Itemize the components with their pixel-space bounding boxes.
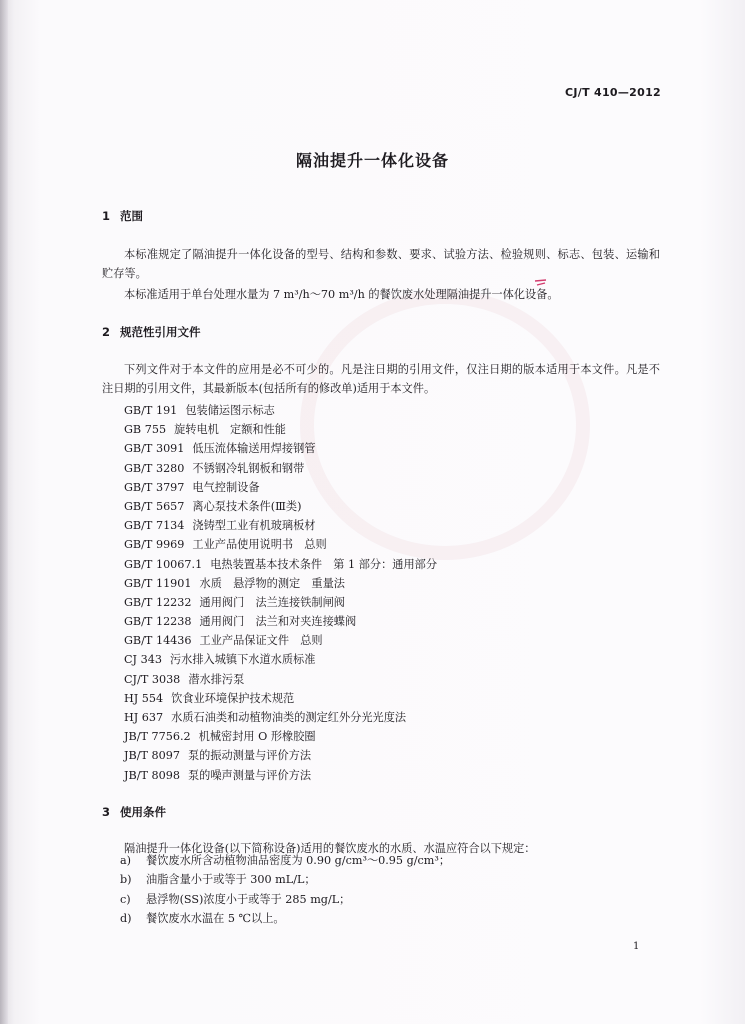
condition-mark: d) <box>120 912 132 926</box>
section-1-number: 1 <box>102 209 111 223</box>
list-item <box>124 650 437 669</box>
condition-text: 餐饮废水所含动植物油品密度为 0.90 g/cm³～0.95 g/cm³； <box>146 854 451 867</box>
list-item <box>124 555 437 574</box>
reference-code: CJ 343 <box>124 653 162 667</box>
section-1-heading <box>102 208 143 224</box>
reference-code: GB/T 11901 <box>124 576 192 590</box>
reference-code: GB/T 12232 <box>124 595 192 609</box>
list-item <box>124 420 437 439</box>
section-3-heading <box>102 804 166 820</box>
list-item <box>124 766 437 785</box>
reference-code: HJ 554 <box>124 691 164 705</box>
reference-title: 旋转电机 定额和性能 <box>174 423 286 437</box>
reference-title: 饮食业环境保护技术规范 <box>171 691 295 705</box>
reference-code: GB/T 10067.1 <box>124 557 203 571</box>
reference-code: GB 755 <box>124 423 167 437</box>
section-2-heading <box>102 324 201 340</box>
list-item <box>124 746 437 765</box>
condition-mark: b) <box>120 873 132 887</box>
reference-title: 不锈钢冷轧钢板和钢带 <box>192 461 305 475</box>
reference-code: GB/T 3797 <box>124 480 185 494</box>
list-item <box>124 478 437 497</box>
list-item <box>124 612 437 631</box>
condition-text: 餐饮废水水温在 5 ℃以上。 <box>146 912 285 926</box>
list-item <box>124 497 437 516</box>
reference-title: 污水排入城镇下水道水质标准 <box>169 653 316 667</box>
condition-text: 悬浮物(SS)浓度小于或等于 285 mg/L； <box>146 892 351 906</box>
list-item <box>124 535 437 554</box>
standard-code: CJ/T 410—2012 <box>565 86 661 99</box>
reference-code: GB/T 12238 <box>124 615 192 629</box>
list-item <box>124 401 437 420</box>
reference-title: 电气控制设备 <box>192 480 260 494</box>
section-1-paragraph-1: 本标准规定了隔油提升一体化设备的型号、结构和参数、要求、试验方法、检验规则、标志、包装、运输和贮存等。 <box>102 248 660 280</box>
list-item <box>124 459 437 478</box>
reference-code: HJ 637 <box>124 711 164 724</box>
reference-title: 通用阀门 法兰连接铁制闸阀 <box>199 595 345 609</box>
list-item <box>124 727 437 746</box>
reference-code: GB/T 7134 <box>124 519 185 533</box>
reference-title: 机械密封用 O 形橡胶圈 <box>198 730 316 744</box>
reference-title: 工业产品使用说明书 总则 <box>192 538 327 552</box>
reference-code: GB/T 191 <box>124 404 178 417</box>
list-item <box>120 890 450 909</box>
reference-code: JB/T 7756.2 <box>124 730 191 744</box>
list-item <box>120 909 450 928</box>
reference-title: 水质 悬浮物的测定 重量法 <box>199 576 345 590</box>
list-item <box>120 870 450 889</box>
section-3-title: 使用条件 <box>120 805 166 819</box>
section-1-paragraph-2: 本标准适用于单台处理水量为 7 m³/h～70 m³/h 的餐饮废水处理隔油提升一体化设备。 <box>124 288 559 301</box>
reference-code: CJ/T 3038 <box>124 672 181 686</box>
list-item <box>124 631 437 650</box>
list-item <box>124 670 437 689</box>
reference-code: JB/T 8098 <box>124 768 180 782</box>
section-2-intro: 下列文件对于本文件的应用是必不可少的。凡是注日期的引用文件，仅注日期的版本适用于本文件。凡是不注日期的引用文件，其最新版本(包括所有的修改单)适用于本文件。 <box>102 363 660 395</box>
section-3-intro: 隔油提升一体化设备(以下简称设备)适用的餐饮废水的水质、水温应符合以下规定： <box>124 842 536 855</box>
condition-mark: a) <box>120 854 132 867</box>
reference-code: GB/T 9969 <box>124 538 185 552</box>
reference-title: 离心泵技术条件(Ⅲ类) <box>192 499 302 513</box>
condition-mark: c) <box>120 892 131 906</box>
section-3-number: 3 <box>102 805 111 819</box>
reference-title: 泵的振动测量与评价方法 <box>187 749 312 763</box>
condition-text: 油脂含量小于或等于 300 mL/L； <box>146 873 316 887</box>
reference-code: GB/T 3280 <box>124 461 185 475</box>
reference-code: JB/T 8097 <box>124 749 180 763</box>
page-number: 1 <box>633 941 640 952</box>
reference-title: 浇铸型工业有机玻璃板材 <box>192 519 316 533</box>
reference-code: GB/T 3091 <box>124 442 185 456</box>
reference-title: 水质石油类和动植物油类的测定红外分光光度法 <box>171 711 407 724</box>
red-ink-mark <box>534 278 548 288</box>
list-item <box>124 439 437 458</box>
reference-code: GB/T 14436 <box>124 634 192 648</box>
page-title: 隔油提升一体化设备 <box>295 151 449 170</box>
list-item <box>120 851 450 870</box>
reference-title: 通用阀门 法兰和对夹连接蝶阀 <box>199 615 357 629</box>
list-item <box>124 516 437 535</box>
reference-title: 低压流体输送用焊接钢管 <box>192 442 316 456</box>
list-item <box>124 574 437 593</box>
reference-code: GB/T 5657 <box>124 499 185 513</box>
section-2-number: 2 <box>102 325 111 339</box>
reference-title: 电热装置基本技术条件 第 1 部分：通用部分 <box>210 557 438 571</box>
reference-title: 工业产品保证文件 总则 <box>199 634 323 648</box>
section-1-title: 范围 <box>120 209 143 223</box>
section-2-title: 规范性引用文件 <box>120 325 201 339</box>
list-item <box>124 689 437 708</box>
list-item <box>124 708 437 727</box>
reference-title: 潜水排污泵 <box>188 672 245 686</box>
reference-list <box>124 401 437 785</box>
reference-title: 泵的噪声测量与评价方法 <box>187 768 312 782</box>
reference-title: 包装储运图示标志 <box>185 404 275 417</box>
conditions-list <box>120 851 450 929</box>
list-item <box>124 593 437 612</box>
